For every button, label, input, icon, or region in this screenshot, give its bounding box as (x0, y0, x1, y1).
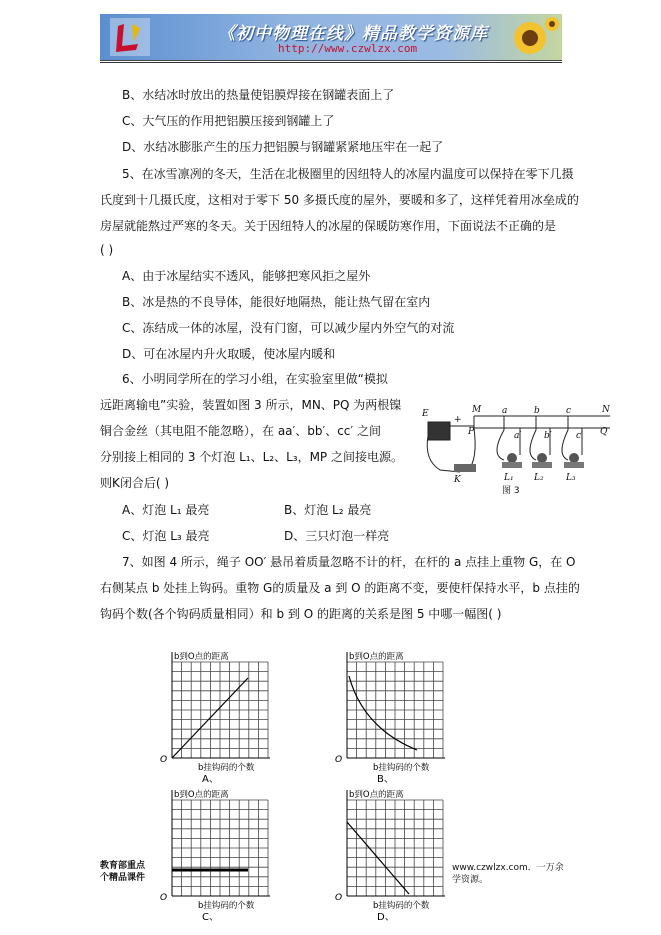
label-l3: L₃ (566, 473, 576, 483)
label-l2: L₂ (534, 473, 544, 483)
label-m: M (472, 405, 482, 415)
header-banner (100, 14, 562, 61)
label-e: E (422, 409, 429, 419)
footer-right-line2: 学资源。 (452, 875, 489, 885)
graph-b-option: B、 (377, 774, 394, 785)
switch-k-icon (454, 464, 476, 472)
graph-c-origin: O (160, 893, 168, 903)
label-b: b (534, 406, 540, 416)
q5-stem-3: 房屋就能熬过严寒的冬天。关于因纽特人的冰屋的保暖防寒作用，下面说法不正确的是 (100, 219, 557, 233)
label-a-prime: a′ (514, 431, 522, 441)
q4-option-d: D、水结冰膨胀产生的压力把铝膜与钢罐紧紧地压牢在一起了 (122, 140, 444, 154)
site-title: 《初中物理在线》精品教学资源库 (218, 24, 488, 44)
q6-option-b: B、灯泡 L₂ 最亮 (284, 503, 372, 517)
graph-a-origin: O (160, 755, 168, 765)
q5-option-d: D、可在冰屋内升火取暖，使冰屋内暖和 (122, 347, 336, 361)
q6-option-a: A、灯泡 L₁ 最亮 (122, 503, 210, 517)
graph-b-grid (347, 662, 443, 758)
q7-stem-2: 右侧某点 b 处挂上钩码。重物 G的质量及 a 到 O 的距离不变，要使杆保持水平，b 点挂的 (100, 581, 580, 595)
label-n: N (602, 405, 610, 415)
graph-c-ylabel: b到O点的距离 (174, 790, 229, 800)
graph-d-grid (347, 800, 443, 896)
graph-c-option: C、 (202, 912, 219, 923)
label-a: a (502, 406, 508, 416)
q7-stem-1: 7、如图 4 所示，绳子 OO′ 悬吊着质量忽略不计的杆，在杆的 a 点挂上重物 G，在 O (122, 555, 576, 569)
graph-c (158, 788, 308, 928)
figure-3-caption: 图 3 (502, 486, 520, 495)
graph-a-ylabel: b到O点的距离 (174, 652, 229, 662)
label-l1: L₁ (504, 473, 514, 483)
label-p: P (468, 427, 475, 437)
graph-a (158, 650, 308, 790)
footer-left-line2: 个精品课件 (100, 873, 146, 883)
graph-b (333, 650, 483, 790)
q5-option-a: A、由于冰屋结实不透风，能够把寒风拒之屋外 (122, 269, 371, 283)
q6-stem-1: 6、小明同学所在的学习小组，在实验室里做“模拟 (122, 372, 388, 386)
q6-option-c: C、灯泡 L₃ 最亮 (122, 529, 210, 543)
figure-3-circuit (420, 400, 610, 495)
graph-b-origin: O (335, 755, 343, 765)
label-plus: + (454, 415, 462, 425)
site-url[interactable]: http://www.czwlzx.com (278, 42, 418, 55)
q6-stem-4: 分别接上相同的 3 个灯泡 L₁、L₂、L₃，MP 之间接电源。 (100, 450, 403, 464)
q5-option-b: B、冰是热的不良导体，能很好地隔热，能让热气留在室内 (122, 295, 431, 309)
graph-c-grid (172, 800, 268, 896)
footer-left (100, 860, 145, 884)
q5-stem-4: ( ) (100, 243, 114, 257)
lamp-l2-icon (532, 453, 552, 468)
label-q: Q (600, 427, 608, 437)
q5-stem-2: 氏度到十几摄氏度，这相对于零下 50 多摄氏度的屋外，要暖和多了，这样凭着用冰垒成的 (100, 193, 579, 207)
lamp-l1-icon (502, 453, 522, 468)
sunflower-icon (500, 14, 560, 60)
graph-a-xlabel: b挂钩码的个数 (198, 763, 255, 773)
graph-d-ylabel: b到O点的距离 (349, 790, 404, 800)
label-c-prime: c′ (576, 431, 584, 441)
q6-stem-3: 铜合金丝（其电阻不能忽略），在 aa′、bb′、cc′ 之间 (100, 424, 381, 438)
q5-stem-1: 5、在冰雪凛冽的冬天，生活在北极圈里的因纽特人的冰屋内温度可以保持在零下几摄 (122, 167, 574, 181)
graph-d (333, 788, 483, 928)
graph-c-xlabel: b挂钩码的个数 (198, 901, 255, 911)
graph-d-xlabel: b挂钩码的个数 (373, 901, 430, 911)
footer-left-line1: 教育部重点 (100, 861, 146, 871)
lamp-l3-icon (564, 453, 584, 468)
footer-right-line1: www.czwlzx.com．一万余 (452, 863, 564, 873)
label-k: K (454, 475, 461, 485)
footer-right (452, 862, 564, 886)
graph-d-option: D、 (377, 912, 395, 923)
graph-b-xlabel: b挂钩码的个数 (373, 763, 430, 773)
q6-option-d: D、三只灯泡一样亮 (284, 529, 390, 543)
label-b-prime: b′ (544, 431, 552, 441)
header-rule (100, 62, 562, 63)
q7-stem-3: 钩码个数(各个钩码质量相同）和 b 到 O 的距离的关系是图 5 中哪一幅图( ) (100, 607, 502, 621)
q4-option-c: C、大气压的作用把铝膜压接到钢罐上了 (122, 114, 335, 128)
label-c: c (566, 406, 572, 416)
graph-a-option: A、 (202, 774, 219, 785)
q5-option-c: C、冻结成一体的冰屋，没有门窗，可以减少屋内外空气的对流 (122, 321, 455, 335)
q6-stem-2: 远距离输电”实验，装置如图 3 所示，MN、PQ 为两根镍 (100, 398, 402, 412)
site-logo-icon (110, 18, 150, 56)
q4-option-b: B、水结冰时放出的热量使铝膜焊接在钢罐表面上了 (122, 88, 395, 102)
graph-b-ylabel: b到O点的距离 (349, 652, 404, 662)
q6-stem-5: 则K闭合后( ) (100, 476, 170, 490)
graph-d-origin: O (335, 893, 343, 903)
